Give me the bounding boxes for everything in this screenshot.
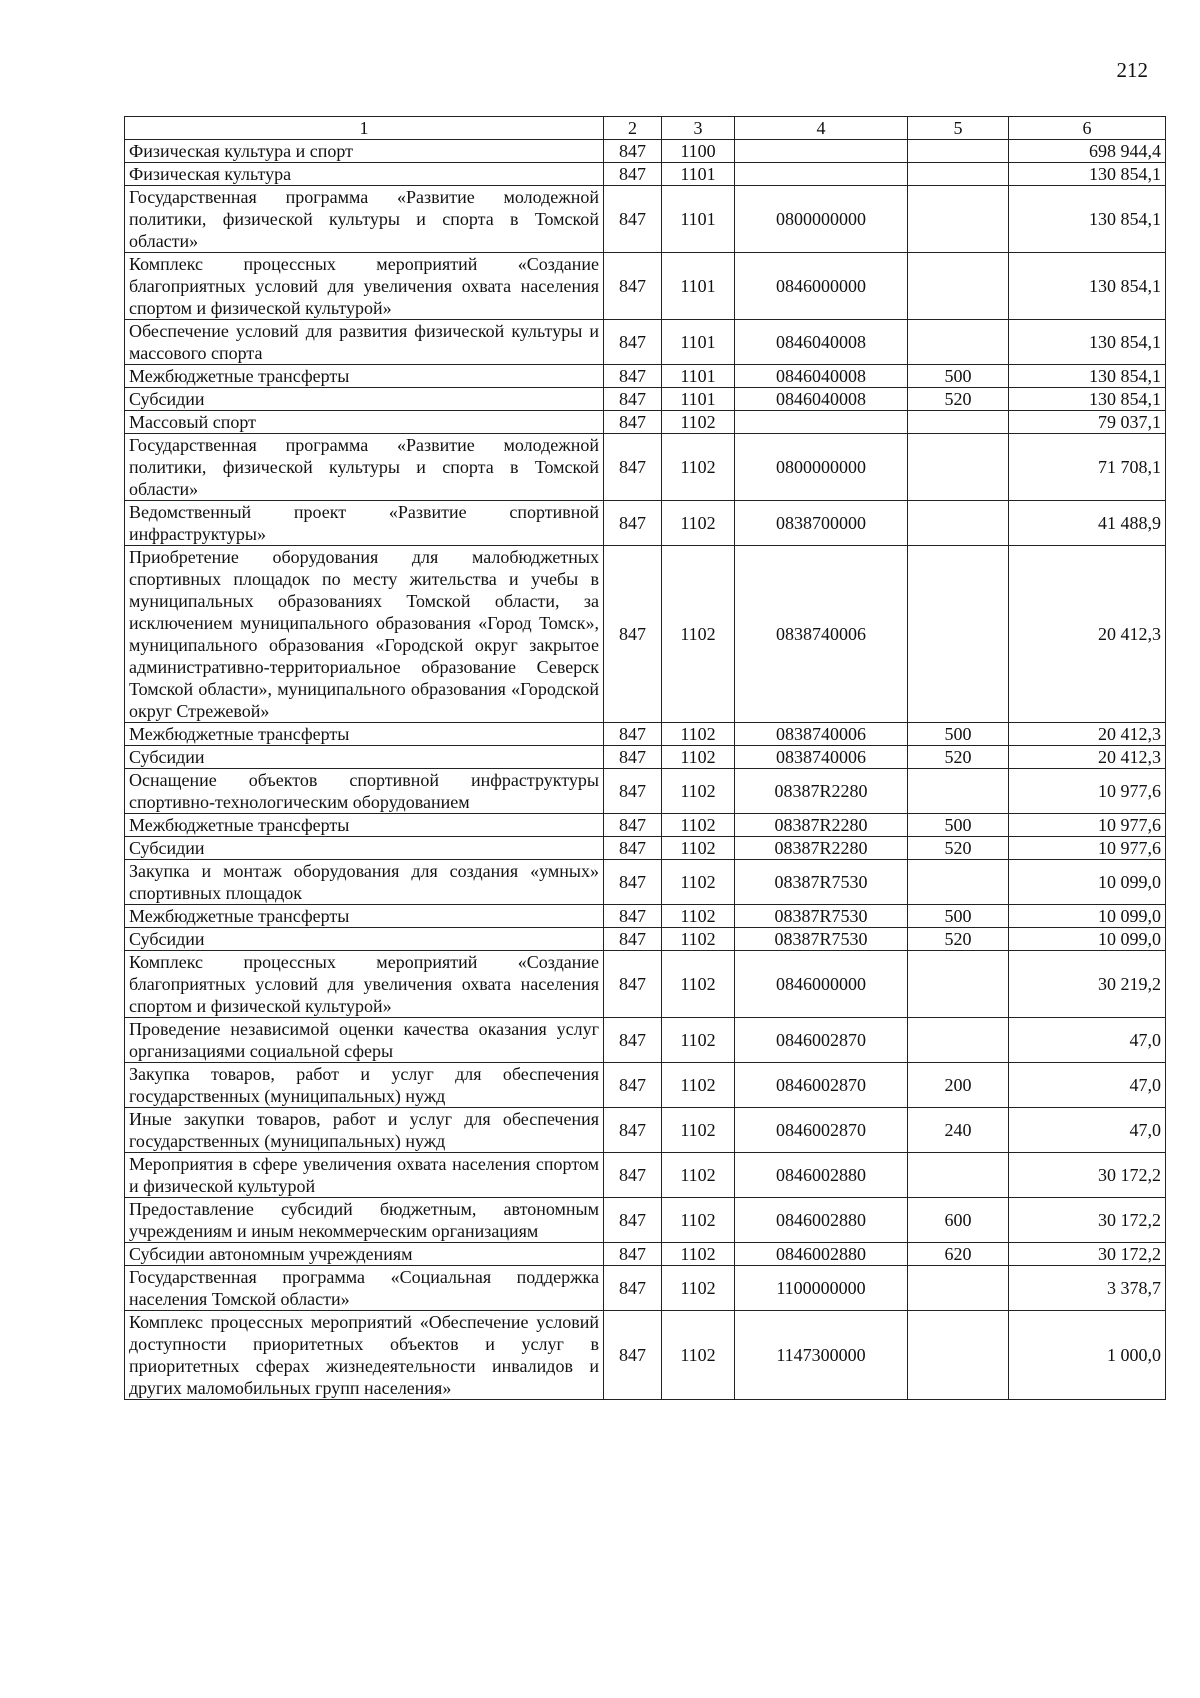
table-row <box>125 365 1166 388</box>
row-expense-type: 520 <box>908 746 1009 769</box>
budget-table <box>124 116 1166 1400</box>
row-target-code: 0846002870 <box>735 1108 908 1153</box>
table-row <box>125 320 1166 365</box>
row-expense-type: 520 <box>908 388 1009 411</box>
row-amount: 20 412,3 <box>1009 746 1166 769</box>
page-number: 212 <box>1116 58 1148 82</box>
row-target-code: 0846002880 <box>735 1243 908 1266</box>
table-row <box>125 1018 1166 1063</box>
row-expense-type <box>908 186 1009 253</box>
table-row <box>125 951 1166 1018</box>
row-target-code: 0846000000 <box>735 253 908 320</box>
row-name: Физическая культура и спорт <box>125 140 604 163</box>
row-ministry-code: 847 <box>604 1266 662 1311</box>
row-name: Комплекс процессных мероприятий «Создание благоприятных условий для увеличения охвата населения спортом и физической культурой» <box>125 951 604 1018</box>
row-amount: 41 488,9 <box>1009 501 1166 546</box>
row-section-code: 1102 <box>662 928 735 951</box>
row-section-code: 1102 <box>662 501 735 546</box>
row-amount: 130 854,1 <box>1009 253 1166 320</box>
row-target-code <box>735 163 908 186</box>
row-section-code: 1101 <box>662 388 735 411</box>
row-section-code: 1102 <box>662 1311 735 1400</box>
header-col-1: 1 <box>125 117 604 140</box>
row-ministry-code: 847 <box>604 434 662 501</box>
row-target-code: 0846002870 <box>735 1063 908 1108</box>
header-col-6: 6 <box>1009 117 1166 140</box>
row-amount: 20 412,3 <box>1009 546 1166 723</box>
row-amount: 10 977,6 <box>1009 769 1166 814</box>
row-section-code: 1102 <box>662 1063 735 1108</box>
row-amount: 130 854,1 <box>1009 186 1166 253</box>
row-ministry-code: 847 <box>604 723 662 746</box>
row-expense-type <box>908 411 1009 434</box>
row-amount: 30 172,2 <box>1009 1243 1166 1266</box>
row-name: Закупка товаров, работ и услуг для обеспечения государственных (муниципальных) нужд <box>125 1063 604 1108</box>
table-row <box>125 186 1166 253</box>
row-expense-type: 500 <box>908 723 1009 746</box>
row-section-code: 1102 <box>662 769 735 814</box>
row-section-code: 1102 <box>662 905 735 928</box>
table-row <box>125 723 1166 746</box>
row-target-code: 0846040008 <box>735 320 908 365</box>
row-expense-type: 500 <box>908 365 1009 388</box>
row-section-code: 1102 <box>662 1266 735 1311</box>
row-name: Мероприятия в сфере увеличения охвата населения спортом и физической культурой <box>125 1153 604 1198</box>
row-expense-type <box>908 501 1009 546</box>
row-amount: 20 412,3 <box>1009 723 1166 746</box>
row-ministry-code: 847 <box>604 837 662 860</box>
row-amount: 47,0 <box>1009 1063 1166 1108</box>
row-name: Субсидии <box>125 746 604 769</box>
row-name: Межбюджетные трансферты <box>125 814 604 837</box>
table-row <box>125 434 1166 501</box>
row-target-code: 0838740006 <box>735 723 908 746</box>
row-section-code: 1102 <box>662 1243 735 1266</box>
row-amount: 71 708,1 <box>1009 434 1166 501</box>
row-target-code <box>735 411 908 434</box>
table-row <box>125 837 1166 860</box>
table-row <box>125 769 1166 814</box>
row-ministry-code: 847 <box>604 1198 662 1243</box>
row-name: Предоставление субсидий бюджетным, автономным учреждениям и иным некоммерческим организациям <box>125 1198 604 1243</box>
table-header-row <box>125 117 1166 140</box>
row-amount: 47,0 <box>1009 1108 1166 1153</box>
row-ministry-code: 847 <box>604 1311 662 1400</box>
row-name: Ведомственный проект «Развитие спортивной инфраструктуры» <box>125 501 604 546</box>
row-expense-type: 520 <box>908 928 1009 951</box>
row-amount: 10 977,6 <box>1009 814 1166 837</box>
table-row <box>125 1108 1166 1153</box>
row-ministry-code: 847 <box>604 746 662 769</box>
table-row <box>125 163 1166 186</box>
row-target-code: 08387R7530 <box>735 860 908 905</box>
row-amount: 10 099,0 <box>1009 928 1166 951</box>
row-name: Государственная программа «Развитие молодежной политики, физической культуры и спорта в Томской области» <box>125 186 604 253</box>
row-section-code: 1100 <box>662 140 735 163</box>
header-col-5: 5 <box>908 117 1009 140</box>
row-target-code: 08387R2280 <box>735 769 908 814</box>
row-ministry-code: 847 <box>604 388 662 411</box>
row-expense-type <box>908 1153 1009 1198</box>
row-amount: 10 099,0 <box>1009 905 1166 928</box>
table-row <box>125 1311 1166 1400</box>
row-expense-type <box>908 769 1009 814</box>
row-name: Приобретение оборудования для малобюджетных спортивных площадок по месту жительства и учебы в муниципальных образованиях Томской области, за исключением муниципального образования «Город Томск», муниципального образования «Городской округ закрытое административно-территориальное образование Северск Томской области», муниципального образования «Городской округ Стрежевой» <box>125 546 604 723</box>
row-expense-type: 620 <box>908 1243 1009 1266</box>
row-expense-type <box>908 140 1009 163</box>
row-ministry-code: 847 <box>604 928 662 951</box>
row-target-code: 0800000000 <box>735 434 908 501</box>
row-expense-type: 200 <box>908 1063 1009 1108</box>
row-section-code: 1102 <box>662 1153 735 1198</box>
table-row <box>125 1243 1166 1266</box>
row-expense-type: 500 <box>908 905 1009 928</box>
row-target-code: 08387R7530 <box>735 905 908 928</box>
row-expense-type: 520 <box>908 837 1009 860</box>
row-section-code: 1101 <box>662 186 735 253</box>
row-name: Физическая культура <box>125 163 604 186</box>
table-row <box>125 860 1166 905</box>
row-expense-type <box>908 1018 1009 1063</box>
row-amount: 47,0 <box>1009 1018 1166 1063</box>
table-row <box>125 501 1166 546</box>
row-amount: 130 854,1 <box>1009 365 1166 388</box>
row-section-code: 1102 <box>662 814 735 837</box>
table-row <box>125 411 1166 434</box>
row-ministry-code: 847 <box>604 253 662 320</box>
row-amount: 10 099,0 <box>1009 860 1166 905</box>
row-name: Субсидии <box>125 837 604 860</box>
row-target-code: 0838740006 <box>735 546 908 723</box>
row-target-code: 0800000000 <box>735 186 908 253</box>
table-row <box>125 140 1166 163</box>
row-amount: 130 854,1 <box>1009 320 1166 365</box>
row-expense-type <box>908 253 1009 320</box>
row-target-code: 0846002880 <box>735 1153 908 1198</box>
row-ministry-code: 847 <box>604 163 662 186</box>
row-target-code: 0838700000 <box>735 501 908 546</box>
row-ministry-code: 847 <box>604 951 662 1018</box>
header-col-3: 3 <box>662 117 735 140</box>
table-row <box>125 1063 1166 1108</box>
row-amount: 130 854,1 <box>1009 163 1166 186</box>
row-section-code: 1101 <box>662 163 735 186</box>
row-expense-type <box>908 163 1009 186</box>
row-target-code: 0838740006 <box>735 746 908 769</box>
table-row <box>125 1153 1166 1198</box>
row-ministry-code: 847 <box>604 320 662 365</box>
row-name: Проведение независимой оценки качества оказания услуг организациями социальной сферы <box>125 1018 604 1063</box>
table-row <box>125 1198 1166 1243</box>
row-name: Комплекс процессных мероприятий «Обеспечение условий доступности приоритетных объектов и услуг в приоритетных сферах жизнедеятельности инвалидов и других маломобильных групп населения» <box>125 1311 604 1400</box>
table-row <box>125 746 1166 769</box>
row-name: Межбюджетные трансферты <box>125 365 604 388</box>
row-amount: 3 378,7 <box>1009 1266 1166 1311</box>
row-name: Комплекс процессных мероприятий «Создание благоприятных условий для увеличения охвата населения спортом и физической культурой» <box>125 253 604 320</box>
row-target-code: 0846002880 <box>735 1198 908 1243</box>
row-section-code: 1101 <box>662 253 735 320</box>
table-row <box>125 388 1166 411</box>
row-target-code: 1147300000 <box>735 1311 908 1400</box>
table-row <box>125 905 1166 928</box>
row-expense-type: 600 <box>908 1198 1009 1243</box>
row-section-code: 1102 <box>662 1018 735 1063</box>
row-target-code: 08387R2280 <box>735 814 908 837</box>
header-col-2: 2 <box>604 117 662 140</box>
table-row <box>125 253 1166 320</box>
row-name: Субсидии <box>125 928 604 951</box>
row-section-code: 1102 <box>662 951 735 1018</box>
row-expense-type <box>908 434 1009 501</box>
row-amount: 698 944,4 <box>1009 140 1166 163</box>
row-expense-type <box>908 1311 1009 1400</box>
row-ministry-code: 847 <box>604 186 662 253</box>
row-ministry-code: 847 <box>604 411 662 434</box>
row-target-code: 0846040008 <box>735 388 908 411</box>
row-amount: 10 977,6 <box>1009 837 1166 860</box>
row-ministry-code: 847 <box>604 501 662 546</box>
row-expense-type <box>908 951 1009 1018</box>
row-target-code: 0846000000 <box>735 951 908 1018</box>
row-amount: 30 172,2 <box>1009 1153 1166 1198</box>
row-expense-type <box>908 1266 1009 1311</box>
row-target-code <box>735 140 908 163</box>
row-section-code: 1102 <box>662 411 735 434</box>
row-section-code: 1102 <box>662 1108 735 1153</box>
row-expense-type <box>908 860 1009 905</box>
row-name: Государственная программа «Социальная поддержка населения Томской области» <box>125 1266 604 1311</box>
table-row <box>125 1266 1166 1311</box>
row-target-code: 08387R2280 <box>735 837 908 860</box>
header-col-4: 4 <box>735 117 908 140</box>
row-ministry-code: 847 <box>604 140 662 163</box>
row-ministry-code: 847 <box>604 1018 662 1063</box>
table-row <box>125 814 1166 837</box>
row-amount: 130 854,1 <box>1009 388 1166 411</box>
row-expense-type <box>908 320 1009 365</box>
row-section-code: 1102 <box>662 860 735 905</box>
row-section-code: 1101 <box>662 320 735 365</box>
row-section-code: 1101 <box>662 365 735 388</box>
row-amount: 1 000,0 <box>1009 1311 1166 1400</box>
row-target-code: 08387R7530 <box>735 928 908 951</box>
row-name: Закупка и монтаж оборудования для создания «умных» спортивных площадок <box>125 860 604 905</box>
row-ministry-code: 847 <box>604 1243 662 1266</box>
row-expense-type <box>908 546 1009 723</box>
row-name: Межбюджетные трансферты <box>125 723 604 746</box>
row-name: Иные закупки товаров, работ и услуг для обеспечения государственных (муниципальных) нужд <box>125 1108 604 1153</box>
row-name: Субсидии <box>125 388 604 411</box>
row-ministry-code: 847 <box>604 1108 662 1153</box>
row-ministry-code: 847 <box>604 905 662 928</box>
row-expense-type: 500 <box>908 814 1009 837</box>
row-name: Межбюджетные трансферты <box>125 905 604 928</box>
row-ministry-code: 847 <box>604 1063 662 1108</box>
row-section-code: 1102 <box>662 546 735 723</box>
table-row <box>125 928 1166 951</box>
row-amount: 79 037,1 <box>1009 411 1166 434</box>
row-name: Оснащение объектов спортивной инфраструктуры спортивно-технологическим оборудованием <box>125 769 604 814</box>
row-name: Массовый спорт <box>125 411 604 434</box>
row-name: Субсидии автономным учреждениям <box>125 1243 604 1266</box>
row-expense-type: 240 <box>908 1108 1009 1153</box>
row-ministry-code: 847 <box>604 546 662 723</box>
row-target-code: 0846002870 <box>735 1018 908 1063</box>
row-section-code: 1102 <box>662 1198 735 1243</box>
row-ministry-code: 847 <box>604 814 662 837</box>
row-section-code: 1102 <box>662 723 735 746</box>
row-target-code: 0846040008 <box>735 365 908 388</box>
row-target-code: 1100000000 <box>735 1266 908 1311</box>
row-section-code: 1102 <box>662 837 735 860</box>
row-name: Государственная программа «Развитие молодежной политики, физической культуры и спорта в Томской области» <box>125 434 604 501</box>
table-row <box>125 546 1166 723</box>
row-section-code: 1102 <box>662 746 735 769</box>
row-name: Обеспечение условий для развития физической культуры и массового спорта <box>125 320 604 365</box>
row-amount: 30 219,2 <box>1009 951 1166 1018</box>
row-ministry-code: 847 <box>604 365 662 388</box>
row-section-code: 1102 <box>662 434 735 501</box>
table-body <box>125 140 1166 1400</box>
row-amount: 30 172,2 <box>1009 1198 1166 1243</box>
row-ministry-code: 847 <box>604 769 662 814</box>
row-ministry-code: 847 <box>604 860 662 905</box>
row-ministry-code: 847 <box>604 1153 662 1198</box>
